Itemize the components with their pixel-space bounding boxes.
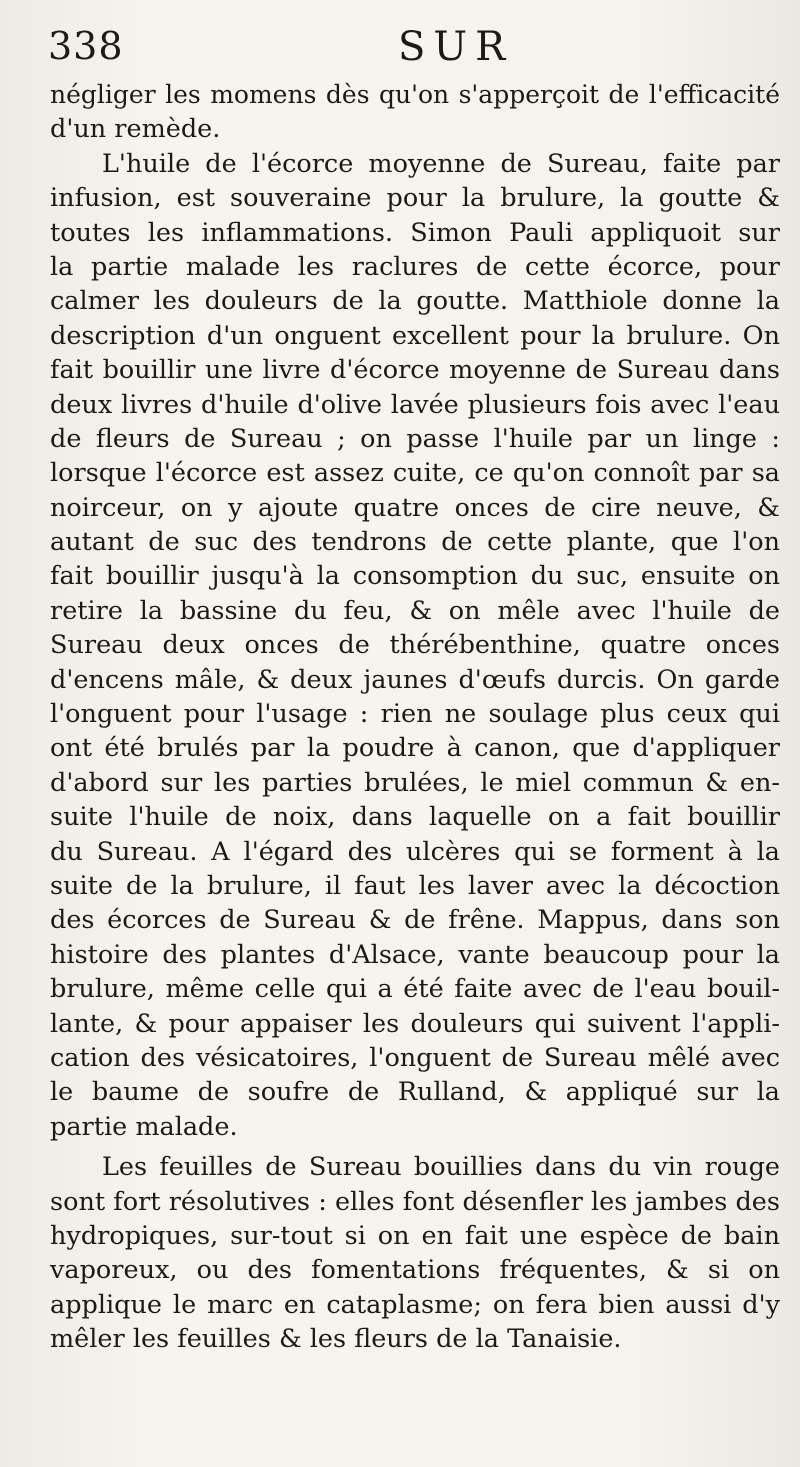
text-line: fait bouillir une livre d'écorce moyenne de Sureau dans [50,355,780,386]
running-head: SUR [398,24,514,70]
page-header [48,24,770,74]
text-line: lorsque l'écorce est assez cuite, ce qu'on connoît par sa [50,458,780,489]
text-line: d'abord sur les parties brulées, le miel commun & en- [50,767,780,798]
text-line: cation des vésicatoires, l'onguent de Sureau mêlé avec [50,1042,780,1073]
text-line: infusion, est souveraine pour la brulure, la goutte & [50,183,780,214]
paragraph [50,1150,780,1356]
text-line: sont fort résolutives : elles font désenfler les jambes des [50,1186,780,1217]
text-line: brulure, même celle qui a été faite avec de l'eau bouil- [50,974,780,1005]
text-line: d'un remède. [50,114,221,145]
text-line: toutes les inflammations. Simon Pauli appliquoit sur [50,217,780,248]
text-line: deux livres d'huile d'olive lavée plusieurs fois avec l'eau [50,389,780,420]
text-line: négliger les momens dès qu'on s'apperçoit de l'efficacité [50,80,780,109]
text-line: Les feuilles de Sureau bouillies dans du vin rouge [102,1152,780,1183]
paragraph [50,147,780,1144]
text-line: autant de suc des tendrons de cette plante, que l'on [50,527,780,558]
text-line: l'onguent pour l'usage : rien ne soulage plus ceux qui [50,699,780,730]
page-number: 338 [48,24,124,68]
text-line: de fleurs de Sureau ; on passe l'huile par un linge : [50,423,780,454]
text-line: histoire des plantes d'Alsace, vante beaucoup pour la [50,939,780,970]
text-line: applique le marc en cataplasme; on fera bien aussi d'y [50,1289,780,1320]
text-line: du Sureau. A l'égard des ulcères qui se forment à la [50,836,780,867]
paragraph [50,78,780,147]
text-line: lante, & pour appaiser les douleurs qui suivent l'appli- [50,1008,780,1039]
body-text [50,78,780,1356]
text-line: noirceur, on y ajoute quatre onces de cire neuve, & [50,492,780,523]
text-line: suite l'huile de noix, dans laquelle on a fait bouillir [50,802,780,833]
text-line: ont été brulés par la poudre à canon, que d'appliquer [50,733,780,764]
text-line: vaporeux, ou des fomentations fréquentes, & si on [50,1255,780,1286]
text-line: partie malade. [50,1111,238,1142]
text-line: des écorces de Sureau & de frêne. Mappus, dans son [50,905,780,936]
text-line: L'huile de l'écorce moyenne de Sureau, faite par [102,148,780,179]
text-line: d'encens mâle, & deux jaunes d'œufs durcis. On garde [50,664,780,695]
text-line: mêler les feuilles & les fleurs de la Tanaisie. [50,1324,622,1355]
text-line: retire la bassine du feu, & on mêle avec l'huile de [50,595,780,626]
text-line: Sureau deux onces de thérébenthine, quatre onces [50,630,780,661]
text-line: fait bouillir jusqu'à la consomption du suc, ensuite on [50,561,780,592]
text-line: suite de la brulure, il faut les laver avec la décoction [50,870,780,901]
text-line: calmer les douleurs de la goutte. Matthiole donne la [50,286,780,317]
text-line: le baume de soufre de Rulland, & appliqué sur la [50,1077,780,1108]
text-line: la partie malade les raclures de cette écorce, pour [50,251,780,282]
text-line: hydropiques, sur-tout si on en fait une espèce de bain [50,1220,780,1251]
text-line: description d'un onguent excellent pour la brulure. On [50,320,780,351]
